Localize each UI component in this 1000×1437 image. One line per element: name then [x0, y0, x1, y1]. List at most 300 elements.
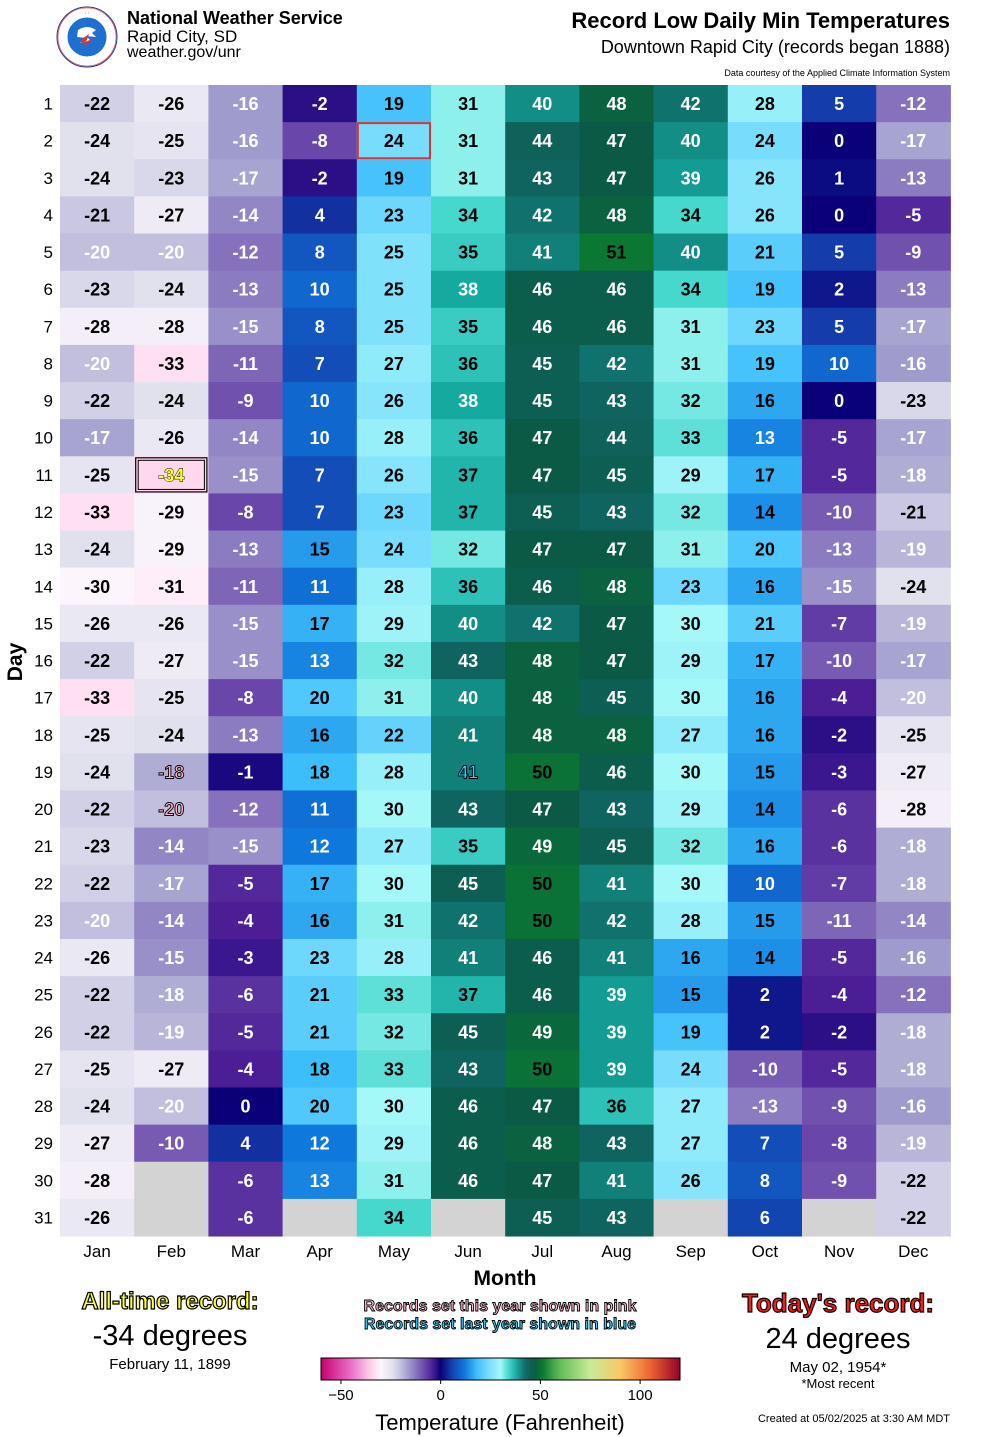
office-website: weather.gov/unr — [127, 44, 241, 61]
cell-value-label: -2 — [311, 94, 328, 115]
cell-value-label: 12 — [309, 1133, 330, 1154]
cell-value-label: -33 — [84, 502, 111, 523]
cell-value-label: 37 — [458, 502, 479, 523]
cell-value-label: -2 — [831, 1022, 848, 1043]
cell-value-label: 45 — [532, 391, 553, 412]
cell-value-label: 31 — [458, 168, 479, 189]
cell-value-label: -22 — [900, 1170, 927, 1191]
cell-value-label: -15 — [826, 576, 853, 597]
cell-value-label: 48 — [606, 576, 627, 597]
cell-value-label: 30 — [680, 613, 701, 634]
cell-value-label: 45 — [606, 465, 627, 486]
cell-value-label: -18 — [900, 1022, 927, 1043]
cell-value-label: -17 — [900, 316, 927, 337]
cell-value-label: 46 — [532, 985, 553, 1006]
cell-value-label: -5 — [237, 873, 254, 894]
heatmap-cell-missing — [802, 1199, 877, 1237]
cell-value-label: 40 — [532, 94, 553, 115]
cell-value-label: -16 — [232, 131, 259, 152]
cell-value-label: 30 — [680, 688, 701, 709]
cell-value-label: 40 — [680, 242, 701, 263]
cell-value-label: 36 — [606, 1096, 627, 1117]
cell-value-label: -5 — [905, 205, 922, 226]
cell-value-label: -3 — [831, 762, 848, 783]
cell-value-label: 43 — [458, 799, 479, 820]
cell-value-label: 21 — [754, 242, 775, 263]
cell-value-label: -12 — [900, 985, 927, 1006]
cell-value-label: 40 — [680, 131, 701, 152]
day-tick-label: 24 — [34, 948, 53, 968]
cell-value-label: 48 — [532, 688, 553, 709]
day-tick-label: 11 — [35, 465, 53, 485]
cell-value-label: 18 — [309, 762, 330, 783]
alltime-record-date: February 11, 1899 — [109, 1356, 231, 1373]
cell-value-label: -14 — [900, 910, 927, 931]
day-tick-label: 14 — [34, 577, 53, 597]
cell-value-label: 28 — [754, 94, 775, 115]
cell-value-label: -33 — [158, 353, 185, 374]
cell-value-label: 28 — [383, 948, 404, 969]
day-tick-label: 5 — [43, 243, 53, 263]
cell-value-label: 46 — [458, 1133, 479, 1154]
cell-value-label: -14 — [158, 910, 185, 931]
cell-value-label: -15 — [232, 836, 259, 857]
cell-value-label: 48 — [606, 94, 627, 115]
cell-value-label: -12 — [232, 799, 259, 820]
cell-value-label: 27 — [680, 1133, 701, 1154]
cell-value-label: -28 — [84, 316, 111, 337]
cell-value-label: 46 — [606, 316, 627, 337]
cell-value-label: -25 — [900, 725, 927, 746]
day-tick-label: 2 — [43, 131, 53, 151]
cell-value-label: -10 — [158, 1133, 185, 1154]
cell-value-label: 23 — [383, 502, 404, 523]
cell-value-label: 34 — [383, 1207, 404, 1228]
day-tick-label: 16 — [34, 651, 53, 671]
cell-value-label: -12 — [900, 94, 927, 115]
cell-value-label: -17 — [232, 168, 259, 189]
cell-value-label: 37 — [458, 985, 479, 1006]
cell-value-label: -15 — [232, 651, 259, 672]
cell-value-label: 15 — [754, 762, 775, 783]
cell-value-label: 32 — [680, 502, 701, 523]
day-tick-label: 15 — [34, 614, 53, 634]
cell-value-label: 0 — [834, 391, 845, 412]
cell-value-label: -20 — [158, 799, 185, 820]
cell-value-label: -23 — [900, 391, 927, 412]
cell-value-label: 38 — [458, 279, 479, 300]
cell-value-label: 5 — [834, 94, 845, 115]
day-tick-label: 7 — [43, 317, 53, 337]
cell-value-label: 45 — [532, 502, 553, 523]
cell-value-label: -26 — [158, 428, 185, 449]
cell-value-label: -28 — [158, 316, 185, 337]
cell-value-label: -19 — [900, 539, 927, 560]
cell-value-label: -17 — [900, 651, 927, 672]
cell-value-label: 30 — [383, 799, 404, 820]
cell-value-label: 15 — [309, 539, 330, 560]
month-tick-label: Jan — [83, 1242, 111, 1262]
x-axis-label: Month — [473, 1267, 537, 1290]
cell-value-label: -13 — [900, 168, 927, 189]
org-name: National Weather Service — [127, 8, 343, 28]
cell-value-label: 50 — [532, 910, 553, 931]
cell-value-label: 41 — [606, 873, 627, 894]
cell-value-label: -22 — [900, 1207, 927, 1228]
cell-value-label: -9 — [831, 1170, 848, 1191]
cell-value-label: 18 — [309, 1059, 330, 1080]
cell-value-label: 32 — [383, 651, 404, 672]
cell-value-label: 46 — [606, 279, 627, 300]
cell-value-label: 20 — [754, 539, 775, 560]
cell-value-label: -1 — [237, 762, 254, 783]
cell-value-label: 45 — [532, 1207, 553, 1228]
cell-value-label: 39 — [606, 1059, 627, 1080]
cell-value-label: 16 — [309, 725, 330, 746]
cell-value-label: 48 — [532, 651, 553, 672]
cell-value-label: 11 — [310, 576, 330, 597]
cell-value-label: 33 — [383, 1059, 404, 1080]
office-location: Rapid City, SD — [127, 27, 238, 46]
cell-value-label: 50 — [532, 873, 553, 894]
chart-title: Record Low Daily Min Temperatures — [571, 8, 950, 33]
cell-value-label: 36 — [458, 353, 479, 374]
cell-value-label: 2 — [834, 279, 845, 300]
cell-value-label: 51 — [606, 242, 627, 263]
cell-value-label: 31 — [458, 94, 479, 115]
month-tick-label: Jun — [454, 1242, 482, 1262]
heatmap-cell-missing — [134, 1162, 209, 1200]
heatmap-cell-missing — [134, 1199, 209, 1237]
cell-value-label: 21 — [309, 985, 330, 1006]
cell-value-label: -13 — [232, 725, 259, 746]
cell-value-label: -24 — [158, 725, 185, 746]
cell-value-label: -5 — [831, 465, 848, 486]
colorbar — [321, 1358, 680, 1380]
cell-value-label: -27 — [158, 205, 185, 226]
cell-value-label: 24 — [754, 131, 775, 152]
cell-value-label: -24 — [158, 279, 185, 300]
cell-value-label: -15 — [232, 613, 259, 634]
cell-value-label: 47 — [606, 539, 627, 560]
cell-value-label: -12 — [232, 242, 259, 263]
cell-value-label: 49 — [532, 836, 553, 857]
cell-value-label: 29 — [680, 465, 701, 486]
cell-value-label: -4 — [831, 688, 848, 709]
cell-value-label: 32 — [680, 391, 701, 412]
colorbar-tick-label: 100 — [627, 1387, 653, 1404]
cell-value-label: 43 — [532, 168, 553, 189]
day-tick-label: 25 — [34, 985, 53, 1005]
cell-value-label: 17 — [754, 651, 775, 672]
cell-value-label: 16 — [680, 948, 701, 969]
day-tick-label: 29 — [34, 1134, 53, 1154]
cell-value-label: 47 — [532, 799, 553, 820]
cell-value-label: 50 — [532, 762, 553, 783]
cell-value-label: 24 — [383, 131, 404, 152]
day-tick-label: 1 — [43, 94, 53, 114]
cell-value-label: -18 — [900, 465, 927, 486]
cell-value-label: -28 — [84, 1170, 111, 1191]
cell-value-label: -22 — [84, 94, 111, 115]
cell-value-label: -6 — [237, 1207, 254, 1228]
cell-value-label: 48 — [532, 725, 553, 746]
cell-value-label: 23 — [680, 576, 701, 597]
cell-value-label: 28 — [383, 576, 404, 597]
cell-value-label: 7 — [314, 502, 325, 523]
cell-value-label: 26 — [383, 391, 404, 412]
cell-value-label: -25 — [84, 1059, 111, 1080]
cell-value-label: 34 — [680, 205, 701, 226]
cell-value-label: -25 — [158, 131, 185, 152]
cell-value-label: 47 — [532, 465, 553, 486]
cell-value-label: -20 — [900, 688, 927, 709]
alltime-record-title: All-time record: — [81, 1288, 259, 1315]
cell-value-label: 41 — [458, 762, 479, 783]
cell-value-label: 10 — [309, 428, 330, 449]
cell-value-label: 48 — [532, 1133, 553, 1154]
cell-value-label: 41 — [532, 242, 553, 263]
cell-value-label: -26 — [158, 613, 185, 634]
cell-value-label: 26 — [680, 1170, 701, 1191]
cell-value-label: 28 — [383, 762, 404, 783]
cell-value-label: 17 — [754, 465, 775, 486]
svg-text:· ·: · · — [84, 11, 90, 17]
cell-value-label: 32 — [383, 1022, 404, 1043]
cell-value-label: 5 — [834, 316, 845, 337]
cell-value-label: 40 — [458, 613, 479, 634]
cell-value-label: -8 — [311, 131, 328, 152]
cell-value-label: 31 — [680, 316, 701, 337]
cell-value-label: 31 — [680, 539, 701, 560]
cell-value-label: -22 — [84, 985, 111, 1006]
cell-value-label: 47 — [532, 1096, 553, 1117]
cell-value-label: -21 — [900, 502, 927, 523]
cell-value-label: -21 — [84, 205, 111, 226]
cell-value-label: 45 — [458, 873, 479, 894]
cell-value-label: -16 — [232, 94, 259, 115]
cell-value-label: -14 — [232, 205, 259, 226]
cell-value-label: 42 — [532, 205, 553, 226]
created-timestamp: Created at 05/02/2025 at 3:30 AM MDT — [757, 1413, 950, 1425]
colorbar-tick-label: 0 — [436, 1387, 445, 1404]
cell-value-label: -20 — [158, 242, 185, 263]
cell-value-label: 10 — [754, 873, 775, 894]
day-tick-label: 21 — [34, 837, 53, 857]
cell-value-label: 43 — [606, 502, 627, 523]
cell-value-label: 45 — [532, 353, 553, 374]
today-record-box — [718, 1288, 958, 1391]
cell-value-label: -17 — [900, 428, 927, 449]
day-tick-label: 22 — [34, 874, 53, 894]
cell-value-label: 38 — [458, 391, 479, 412]
cell-value-label: 45 — [458, 1022, 479, 1043]
cell-value-label: 19 — [754, 353, 775, 374]
cell-value-label: 16 — [754, 725, 775, 746]
day-tick-label: 6 — [43, 280, 53, 300]
cell-value-label: -10 — [826, 651, 853, 672]
day-tick-label: 31 — [34, 1208, 53, 1228]
day-tick-label: 9 — [43, 391, 53, 411]
cell-value-label: 30 — [680, 762, 701, 783]
cell-value-label: -26 — [158, 94, 185, 115]
colorbar-tick-label: 50 — [532, 1387, 549, 1404]
cell-value-label: 47 — [532, 539, 553, 560]
cell-value-label: -29 — [158, 502, 185, 523]
cell-value-label: 27 — [383, 353, 404, 374]
cell-value-label: 31 — [383, 1170, 404, 1191]
cell-value-label: -13 — [751, 1096, 778, 1117]
cell-value-label: -17 — [158, 873, 185, 894]
cell-value-label: -22 — [84, 1022, 111, 1043]
cell-value-label: 23 — [383, 205, 404, 226]
cell-value-label: 20 — [309, 688, 330, 709]
day-tick-label: 13 — [34, 540, 53, 560]
cell-value-label: 44 — [532, 131, 553, 152]
cell-value-label: 7 — [314, 465, 325, 486]
cell-value-label: 5 — [834, 242, 845, 263]
today-record-value: 24 degrees — [765, 1323, 911, 1355]
cell-value-label: 31 — [383, 910, 404, 931]
cell-value-label: -20 — [84, 353, 111, 374]
cell-value-label: -2 — [831, 725, 848, 746]
cell-value-label: 43 — [606, 391, 627, 412]
cell-value-label: -3 — [237, 948, 254, 969]
cell-value-label: 40 — [458, 688, 479, 709]
cell-value-label: -18 — [900, 1059, 927, 1080]
cell-value-label: 28 — [383, 428, 404, 449]
cell-value-label: 41 — [458, 948, 479, 969]
cell-value-label: 46 — [606, 762, 627, 783]
blue-note: Records set last year shown in blue — [363, 1316, 637, 1333]
cell-value-label: 16 — [309, 910, 330, 931]
cell-value-label: 8 — [314, 316, 325, 337]
cell-value-label: -26 — [84, 613, 111, 634]
cell-value-label: 33 — [680, 428, 701, 449]
cell-value-label: 43 — [458, 651, 479, 672]
cell-value-label: 47 — [606, 168, 627, 189]
cell-value-label: 34 — [680, 279, 701, 300]
cell-value-label: 36 — [458, 576, 479, 597]
cell-value-label: 39 — [606, 1022, 627, 1043]
cell-value-label: -22 — [84, 651, 111, 672]
day-tick-label: 17 — [34, 688, 53, 708]
month-tick-label: Aug — [601, 1242, 632, 1262]
day-tick-label: 8 — [43, 354, 53, 374]
cell-value-label: 46 — [458, 1170, 479, 1191]
most-recent-note: *Most recent — [801, 1376, 875, 1391]
cell-value-label: 25 — [383, 242, 404, 263]
cell-value-label: 19 — [383, 168, 404, 189]
cell-value-label: -13 — [232, 279, 259, 300]
cell-value-label: -5 — [831, 428, 848, 449]
cell-value-label: -9 — [237, 391, 254, 412]
cell-value-label: 4 — [314, 205, 325, 226]
cell-value-label: -31 — [158, 576, 185, 597]
cell-value-label: 27 — [680, 1096, 701, 1117]
cell-value-label: 41 — [606, 948, 627, 969]
cell-value-label: -23 — [84, 836, 111, 857]
today-record-date: May 02, 1954* — [789, 1359, 887, 1376]
cell-value-label: -13 — [232, 539, 259, 560]
cell-value-label: -22 — [84, 391, 111, 412]
cell-value-label: -5 — [831, 948, 848, 969]
month-tick-label: Jul — [531, 1242, 554, 1262]
cell-value-label: 46 — [532, 576, 553, 597]
cell-value-label: 29 — [680, 651, 701, 672]
cell-value-label: -27 — [900, 762, 927, 783]
month-tick-label: Sep — [675, 1242, 706, 1262]
cell-value-label: -19 — [158, 1022, 185, 1043]
month-tick-label: Apr — [306, 1242, 333, 1262]
cell-value-label: 29 — [383, 613, 404, 634]
cell-value-label: -11 — [826, 910, 852, 931]
cell-value-label: -5 — [831, 1059, 848, 1080]
cell-value-label: 25 — [383, 279, 404, 300]
cell-value-label: 49 — [532, 1022, 553, 1043]
cell-value-label: 47 — [532, 1170, 553, 1191]
cell-value-label: -24 — [158, 391, 185, 412]
cell-value-label: -27 — [84, 1133, 111, 1154]
cell-value-label: -18 — [900, 873, 927, 894]
cell-value-label: 39 — [606, 985, 627, 1006]
month-tick-label: Mar — [230, 1242, 261, 1262]
cell-value-label: 2 — [759, 985, 770, 1006]
cell-value-label: 24 — [383, 539, 404, 560]
cell-value-label: 29 — [680, 799, 701, 820]
cell-value-label: 46 — [458, 1096, 479, 1117]
cell-value-label: -17 — [900, 131, 927, 152]
cell-value-label: 15 — [680, 985, 701, 1006]
pink-note: Records set this year shown in pink — [363, 1298, 637, 1315]
cell-value-label: -18 — [158, 762, 185, 783]
cell-value-label: -27 — [158, 651, 185, 672]
cell-value-label: 10 — [829, 353, 850, 374]
cell-value-label: 0 — [240, 1096, 251, 1117]
cell-value-label: -29 — [158, 539, 185, 560]
data-courtesy: Data courtesy of the Applied Climate Information System — [724, 68, 950, 78]
cell-value-label: 27 — [383, 836, 404, 857]
cell-value-label: 47 — [606, 651, 627, 672]
cell-value-label: 0 — [834, 205, 845, 226]
cell-value-label: -13 — [900, 279, 927, 300]
cell-value-label: -6 — [831, 799, 848, 820]
cell-value-label: 15 — [754, 910, 775, 931]
cell-value-label: 4 — [240, 1133, 251, 1154]
cell-value-label: 24 — [680, 1059, 701, 1080]
cell-value-label: 47 — [532, 428, 553, 449]
cell-value-label: 16 — [754, 688, 775, 709]
cell-value-label: 45 — [606, 836, 627, 857]
y-axis-label: Day — [4, 642, 27, 682]
cell-value-label: -23 — [158, 168, 185, 189]
cell-value-label: 26 — [754, 205, 775, 226]
cell-value-label: 46 — [532, 279, 553, 300]
cell-value-label: 35 — [458, 316, 479, 337]
cell-value-label: 30 — [383, 873, 404, 894]
legend-notes — [320, 1298, 680, 1334]
cell-value-label: 47 — [606, 613, 627, 634]
day-tick-label: 4 — [43, 205, 53, 225]
cell-value-label: 11 — [310, 799, 330, 820]
cell-value-label: 14 — [754, 948, 775, 969]
cell-value-label: -5 — [237, 1022, 254, 1043]
cell-value-label: 27 — [680, 725, 701, 746]
cell-value-label: -15 — [232, 316, 259, 337]
cell-value-label: -15 — [232, 465, 259, 486]
cell-value-label: 41 — [458, 725, 479, 746]
cell-value-label: 13 — [754, 428, 775, 449]
